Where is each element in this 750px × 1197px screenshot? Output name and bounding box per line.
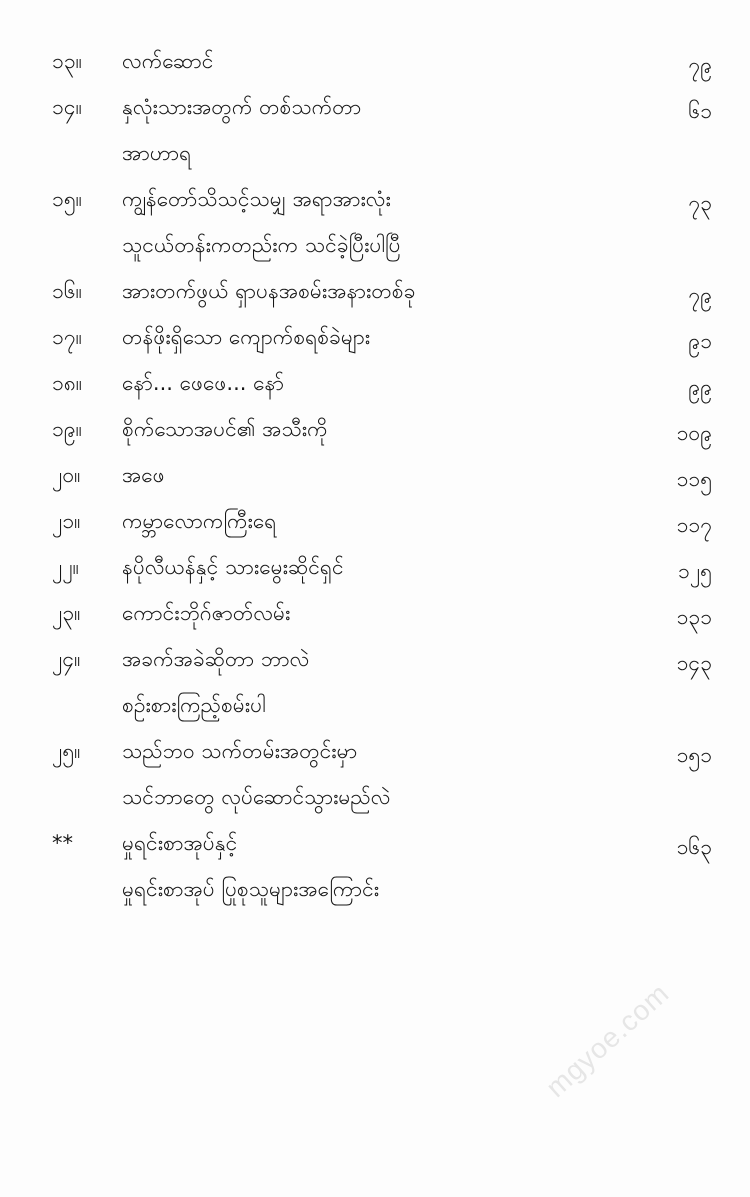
- entry-number: ၁၄။: [52, 95, 82, 119]
- toc-entry: [52, 408, 712, 454]
- entry-page: ၁၆၃: [676, 835, 712, 859]
- entry-title: နှလုံးသားအတွက် တစ်သက်တာ: [122, 95, 362, 119]
- entry-number: ၁၃။: [52, 49, 82, 73]
- entry-number: ၁၇။: [52, 325, 82, 349]
- entry-page: ၁၃၁: [676, 605, 712, 629]
- entry-title-continued: သူငယ်တန်းကတည်းက သင်ခဲ့ပြီးပါပြီ: [122, 233, 401, 257]
- entry-page: ၇၉: [688, 283, 712, 307]
- toc-entry: [52, 592, 712, 638]
- entry-title-continued: သင်ဘာတွေ လုပ်ဆောင်သွားမည်လဲ: [122, 785, 391, 809]
- entry-number: ၁၆။: [52, 279, 82, 303]
- entry-title-continued: မှုရင်းစာအုပ် ပြုစုသူများအကြောင်း: [122, 877, 380, 901]
- entry-title: တန်ဖိုးရှိသော ကျောက်စရစ်ခဲများ: [122, 325, 371, 349]
- entry-number: ၂၄။: [52, 647, 81, 671]
- entry-title: ကောင်းဘိုဂ်ဇာတ်လမ်း: [122, 601, 291, 625]
- entry-title-continued: စဉ်းစားကြည့်စမ်းပါ: [122, 693, 266, 717]
- entry-page: ၁၀၉: [676, 421, 712, 445]
- entry-number: ၂၂။: [52, 555, 79, 579]
- toc-entry: [52, 178, 712, 270]
- entry-title: ကမ္ဘာလောကကြီးရေ: [122, 509, 277, 533]
- toc-entry: [52, 40, 712, 86]
- entry-number: ၁၉။: [52, 417, 82, 441]
- entry-number: ၂၀။: [52, 463, 81, 487]
- toc-entry: [52, 86, 712, 178]
- toc-entry: [52, 270, 712, 316]
- entry-title: ကျွန်တော်သိသင့်သမျှ အရာအားလုံး: [122, 187, 391, 211]
- entry-page: ၉၉: [688, 375, 712, 399]
- entry-title: လက်ဆောင်: [122, 49, 214, 73]
- toc-entry: [52, 822, 712, 914]
- toc-entry: [52, 500, 712, 546]
- entry-title: နပိုလီယန်နှင့် သားမွေးဆိုင်ရှင်: [122, 555, 344, 579]
- entry-title: အဖေ: [122, 463, 165, 487]
- entry-title: စိုက်သောအပင်၏ အသီးကို: [122, 417, 328, 441]
- entry-page: ၁၁၅: [676, 467, 712, 491]
- entry-page: ၁၁၇: [676, 513, 712, 537]
- entry-page: ၇၉: [688, 53, 712, 77]
- toc-entry: [52, 454, 712, 500]
- entry-number: ၂၃။: [52, 601, 81, 625]
- entry-title: အခက်အခဲဆိုတာ ဘာလဲ: [122, 647, 310, 671]
- entry-page: ၆၁: [688, 99, 712, 123]
- table-of-contents: [52, 40, 712, 914]
- entry-title: နော်... ဖေဖေ... နော်: [122, 371, 285, 395]
- entry-title: အားတက်ဖွယ် ရှာပနအစမ်းအနားတစ်ခု: [122, 279, 416, 303]
- toc-entry: [52, 316, 712, 362]
- entry-number: ၂၁။: [52, 509, 81, 533]
- entry-page: ၁၂၅: [678, 559, 712, 583]
- toc-entry: [52, 546, 712, 592]
- entry-number: ၁၈။: [52, 371, 83, 395]
- entry-page: ၁၅၁: [676, 743, 712, 767]
- toc-entry: [52, 730, 712, 822]
- entry-title: သည်ဘဝ သက်တမ်းအတွင်းမှာ: [122, 739, 358, 763]
- entry-number: ၂၅။: [52, 739, 81, 763]
- toc-entry: [52, 362, 712, 408]
- toc-entry: [52, 638, 712, 730]
- entry-page: ၉၁: [688, 329, 712, 353]
- entry-title: မှုရင်းစာအုပ်နှင့်: [122, 831, 238, 855]
- entry-page: ၇၃: [688, 191, 712, 215]
- watermark: mgyoe.com: [540, 977, 675, 1104]
- entry-number: **: [52, 831, 73, 855]
- entry-page: ၁၄၃: [676, 651, 712, 675]
- entry-number: ၁၅။: [52, 187, 82, 211]
- entry-title-continued: အာဟာရ: [122, 141, 192, 165]
